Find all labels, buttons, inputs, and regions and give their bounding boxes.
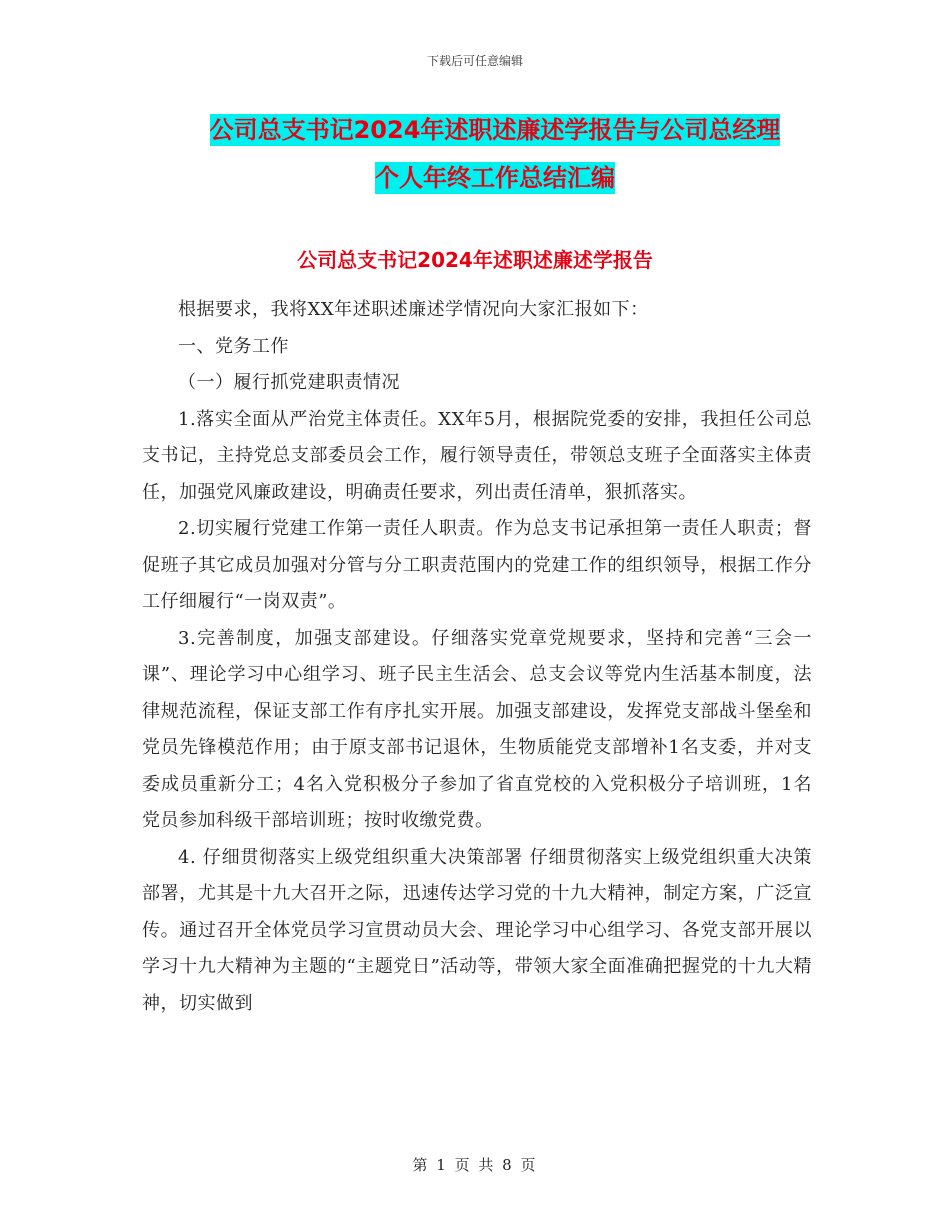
paragraph: 一、党务工作	[178, 335, 289, 357]
document-title	[145, 106, 845, 202]
section-title: 公司总支书记2024年述职述廉述学报告	[297, 248, 653, 272]
title-line-2: 个人年终工作总结汇编	[375, 164, 615, 192]
paragraph: 根据要求，我将XX年述职述廉述学情况向大家汇报如下：	[178, 299, 649, 320]
paragraph: 3.完善制度，加强支部建设。仔细落实党章党规要求，坚持和完善“三会一课”、理论学习中心组学习、班子民主生活会、总支会议等党内生活基本制度，法律规范流程，保证支部工作有序扎实开展。加强支部建设，发挥党支部战斗堡垒和党员先锋模范作用；由于原支部书记退休，生物质能党支部增补1名支委，并对支委成员重新分工；4名入党积极分子参加了省直党校的入党积极分子培训班，1名党员参加科级干部培训班；按时收缴党费。	[142, 627, 812, 831]
title-line-1: 公司总支书记2024年述职述廉述学报告与公司总经理	[209, 116, 781, 144]
header-note: 下载后可任意编辑	[426, 54, 523, 68]
paragraph: （一）履行抓党建职责情况	[178, 372, 400, 393]
page-number: 第 1 页 共 8 页	[412, 1156, 538, 1174]
document-body	[142, 292, 812, 1022]
paragraph: 1.落实全面从严治党主体责任。XX年5月，根据院党委的安排，我担任公司总支书记，主持党总支部委员会工作，履行领导责任，带领总支班子全面落实主体责任，加强党风廉政建设，明确责任要求，列出责任清单，狠抓落实。	[142, 408, 812, 503]
paragraph: 4. 仔细贯彻落实上级党组织重大决策部署 仔细贯彻落实上级党组织重大决策部署，尤其是十九大召开之际，迅速传达学习党的十九大精神，制定方案，广泛宣传。通过召开全体党员学习宣贯动员大会、理论学习中心组学习、各党支部开展以学习十九大精神为主题的“主题党日”活动等，带领大家全面准确把握党的十九大精神，切实做到	[142, 846, 812, 1014]
paragraph: 2.切实履行党建工作第一责任人职责。作为总支书记承担第一责任人职责；督促班子其它成员加强对分管与分工职责范围内的党建工作的组织领导，根据工作分工仔细履行“一岗双责”。	[142, 518, 812, 612]
